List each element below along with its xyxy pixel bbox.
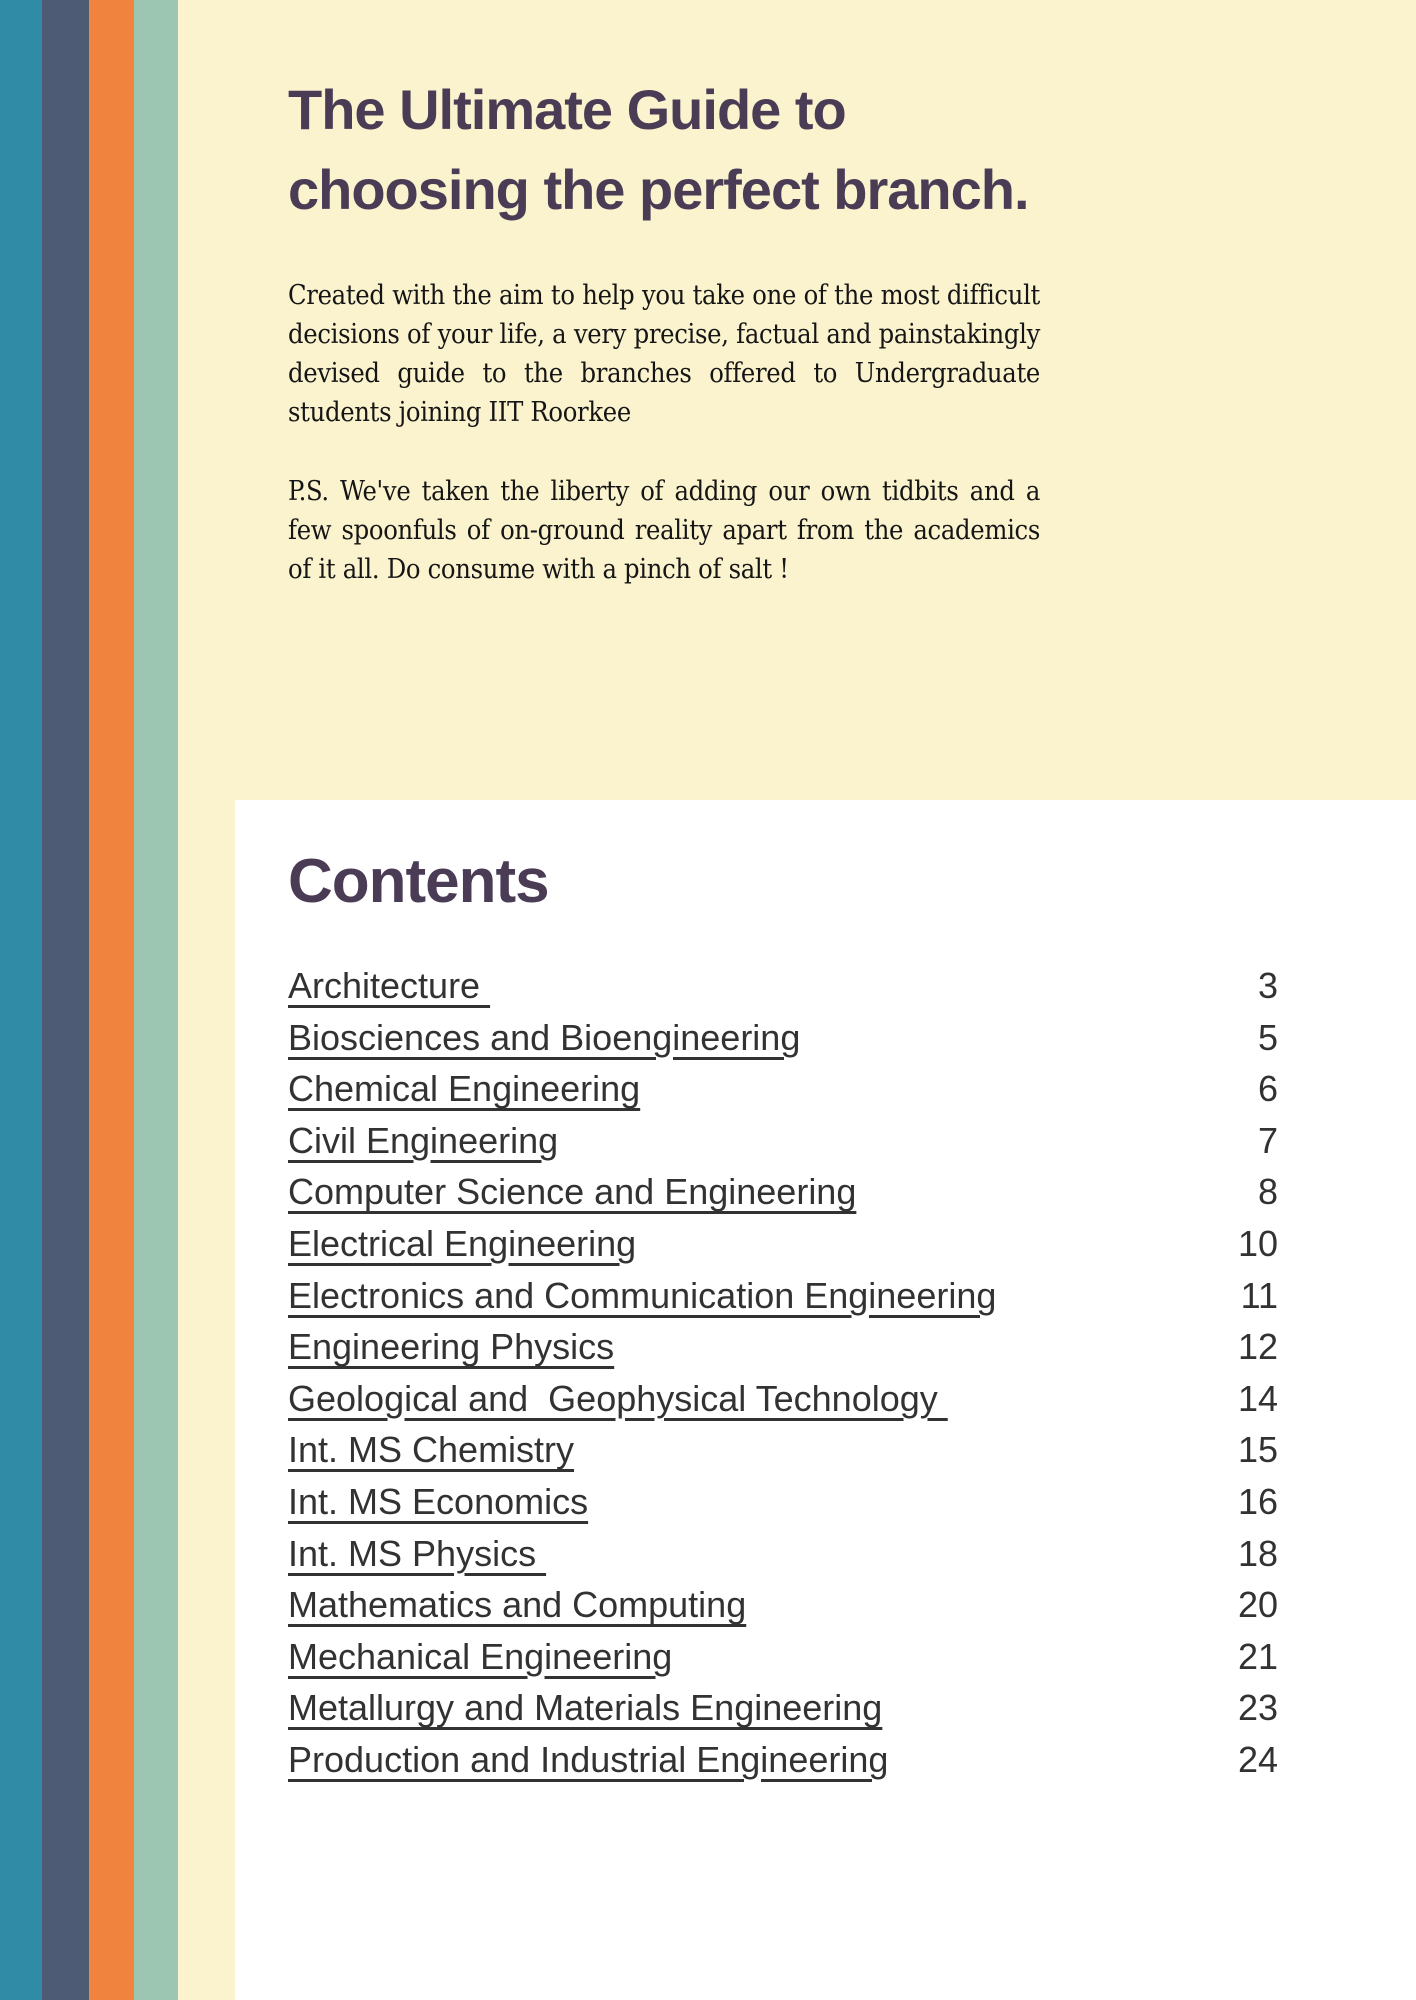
toc-entry-link[interactable]: Civil Engineering	[288, 1119, 559, 1161]
contents-panel	[235, 800, 1416, 2000]
toc-row	[288, 1636, 1278, 1688]
toc-entry-link[interactable]: Electrical Engineering	[288, 1222, 637, 1264]
toc-page-number: 24	[1237, 1738, 1278, 1780]
toc-entry-link[interactable]: Int. MS Economics	[288, 1480, 589, 1522]
toc-page-number: 6	[1257, 1068, 1278, 1110]
toc-row	[288, 1326, 1278, 1378]
toc-page-number: 5	[1257, 1016, 1278, 1058]
toc-row	[288, 1429, 1278, 1481]
stripe-slate	[42, 0, 89, 2000]
header-section	[288, 70, 1068, 589]
toc-row	[288, 1533, 1278, 1585]
toc-page-number: 11	[1240, 1274, 1278, 1316]
toc-row	[288, 1171, 1278, 1223]
toc-list	[288, 965, 1278, 1791]
page-title-line-2: choosing the perfect branch.	[288, 158, 1029, 221]
ps-paragraph: P.S. We've taken the liberty of adding our own tidbits and a few spoonfuls of on-ground reality apart from the academics of it all. Do consume with a pinch of salt !	[288, 476, 1040, 585]
toc-row	[288, 1378, 1278, 1430]
toc-entry-link[interactable]: Geological and Geophysical Technology	[288, 1377, 948, 1419]
toc-page-number: 10	[1237, 1222, 1278, 1264]
toc-page-number: 18	[1237, 1532, 1278, 1574]
page-title-line-1: The Ultimate Guide to	[288, 78, 846, 141]
toc-entry-link[interactable]: Mathematics and Computing	[288, 1584, 747, 1626]
toc-page-number: 23	[1237, 1687, 1278, 1729]
toc-row	[288, 1739, 1278, 1791]
toc-row	[288, 1687, 1278, 1739]
toc-entry-link[interactable]: Engineering Physics	[288, 1326, 615, 1368]
contents-heading: Contents	[288, 847, 549, 916]
stripe-teal	[0, 0, 42, 2000]
toc-row	[288, 965, 1278, 1017]
stripe-sage	[134, 0, 178, 2000]
toc-row	[288, 1223, 1278, 1275]
stripe-orange	[89, 0, 134, 2000]
toc-entry-link[interactable]: Production and Industrial Engineering	[288, 1738, 889, 1780]
toc-page-number: 12	[1237, 1326, 1278, 1368]
toc-entry-link[interactable]: Mechanical Engineering	[288, 1635, 673, 1677]
toc-row	[288, 1481, 1278, 1533]
toc-page-number: 8	[1257, 1171, 1278, 1213]
toc-entry-link[interactable]: Electronics and Communication Engineering	[288, 1274, 997, 1316]
toc-page-number: 16	[1237, 1480, 1278, 1522]
toc-row	[288, 1275, 1278, 1327]
toc-entry-link[interactable]: Int. MS Physics	[288, 1532, 547, 1574]
toc-page-number: 15	[1237, 1429, 1278, 1471]
toc-page-number: 3	[1257, 965, 1278, 1006]
toc-entry-link[interactable]: Chemical Engineering	[288, 1068, 641, 1110]
toc-entry-link[interactable]: Metallurgy and Materials Engineering	[288, 1687, 883, 1729]
toc-row	[288, 1017, 1278, 1069]
toc-row	[288, 1120, 1278, 1172]
toc-entry-link[interactable]: Architecture	[288, 965, 491, 1006]
toc-page-number: 14	[1237, 1377, 1278, 1419]
page-title	[288, 70, 1068, 230]
toc-page-number: 7	[1257, 1119, 1278, 1161]
toc-page-number: 20	[1237, 1584, 1278, 1626]
toc-row	[288, 1068, 1278, 1120]
toc-row	[288, 1584, 1278, 1636]
intro-paragraph: Created with the aim to help you take one of the most difficult decisions of your life, a very precise, factual and painstakingly devised guide to the branches offered to Undergraduate students joining IIT Roorkee	[288, 280, 1040, 428]
toc-entry-link[interactable]: Biosciences and Bioengineering	[288, 1016, 801, 1058]
toc-entry-link[interactable]: Int. MS Chemistry	[288, 1429, 575, 1471]
toc-page-number: 21	[1237, 1635, 1278, 1677]
toc-entry-link[interactable]: Computer Science and Engineering	[288, 1171, 857, 1213]
